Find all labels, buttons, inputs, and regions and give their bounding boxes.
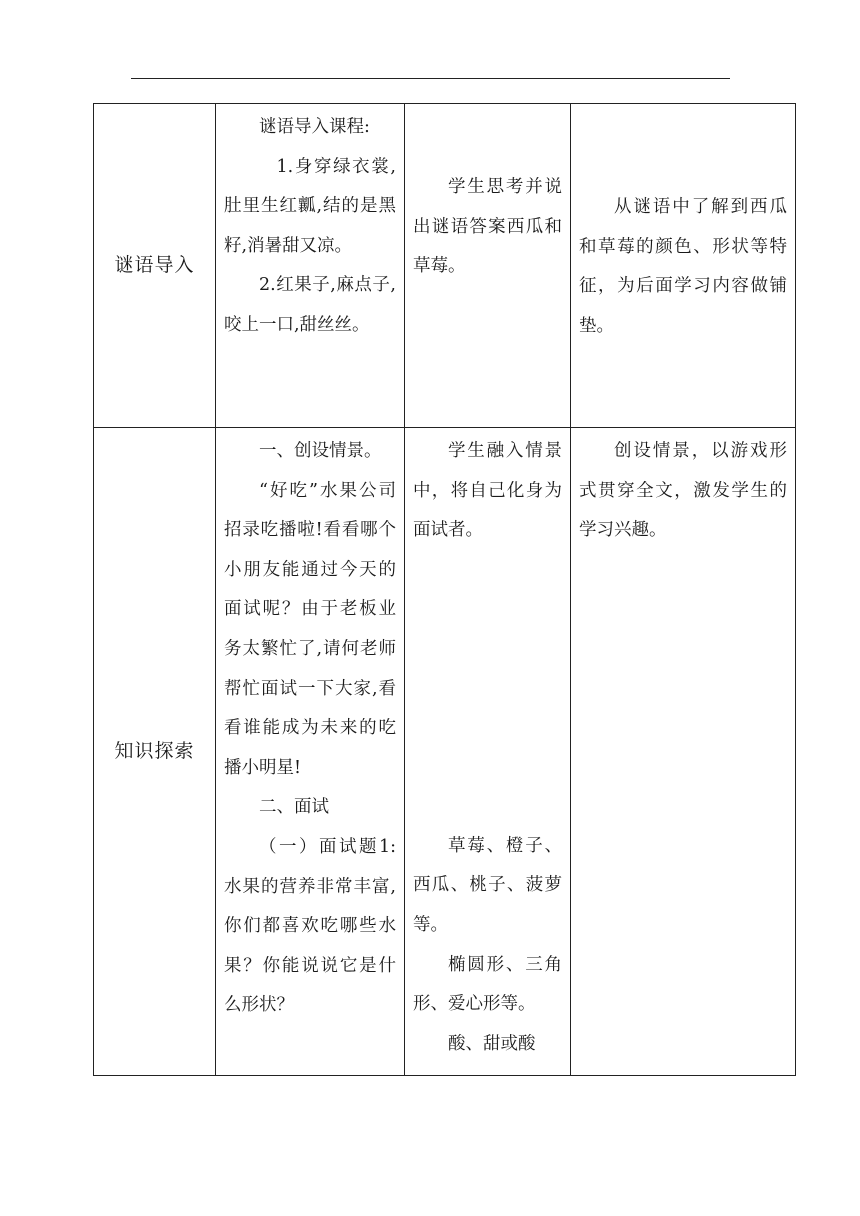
teacher-line: 1.身穿绿衣裳,肚里生红瓤,结的是黑籽,消暑甜又凉。	[224, 156, 396, 256]
header-rule	[131, 78, 730, 79]
student-activity-cell	[405, 104, 571, 428]
design-intent-cell	[571, 104, 796, 428]
student-line: 学生融入情景中，将自己化身为面试者。	[413, 441, 562, 541]
teacher-line: 谜语导入课程:	[259, 117, 370, 137]
student-activity-cell	[405, 428, 571, 1076]
teacher-line: （一）面试题1: 水果的营养非常丰富,你们都喜欢吃哪些水果？你能说说它是什么形状？	[224, 836, 396, 1016]
stage-cell: 知识探索	[94, 428, 216, 1076]
intent-line: 从谜语中了解到西瓜和草莓的颜色、形状等特征，为后面学习内容做铺垫。	[579, 197, 787, 336]
table-row-knowledge-exploration	[94, 428, 796, 1076]
student-line: 酸、甜或酸	[448, 1033, 536, 1054]
table-row-riddle-intro	[94, 104, 796, 428]
teacher-line: 二、面试	[259, 797, 329, 818]
student-line: 椭圆形、三角形、爱心形等。	[413, 954, 562, 1015]
design-intent-cell	[571, 428, 796, 1076]
teacher-line: 2.红果子,麻点子,咬上一口,甜丝丝。	[224, 275, 396, 335]
stage-cell: 谜语导入	[94, 104, 216, 428]
student-line: 草莓、橙子、西瓜、桃子、菠萝等。	[413, 835, 562, 935]
teacher-activity-cell	[216, 104, 405, 428]
student-line: 学生思考并说出谜语答案西瓜和草莓。	[413, 177, 562, 277]
teacher-line: “好吃”水果公司招录吃播啦!看看哪个小朋友能通过今天的面试呢？由于老板业务太繁忙了,请何老师帮忙面试一下大家,看看谁能成为未来的吃播小明星!	[224, 480, 396, 778]
teacher-line: 一、创设情景。	[259, 441, 382, 461]
lesson-plan-table	[93, 103, 796, 1076]
teacher-activity-cell	[216, 428, 405, 1076]
intent-line: 创设情景，以游戏形式贯穿全文，激发学生的学习兴趣。	[579, 441, 787, 541]
